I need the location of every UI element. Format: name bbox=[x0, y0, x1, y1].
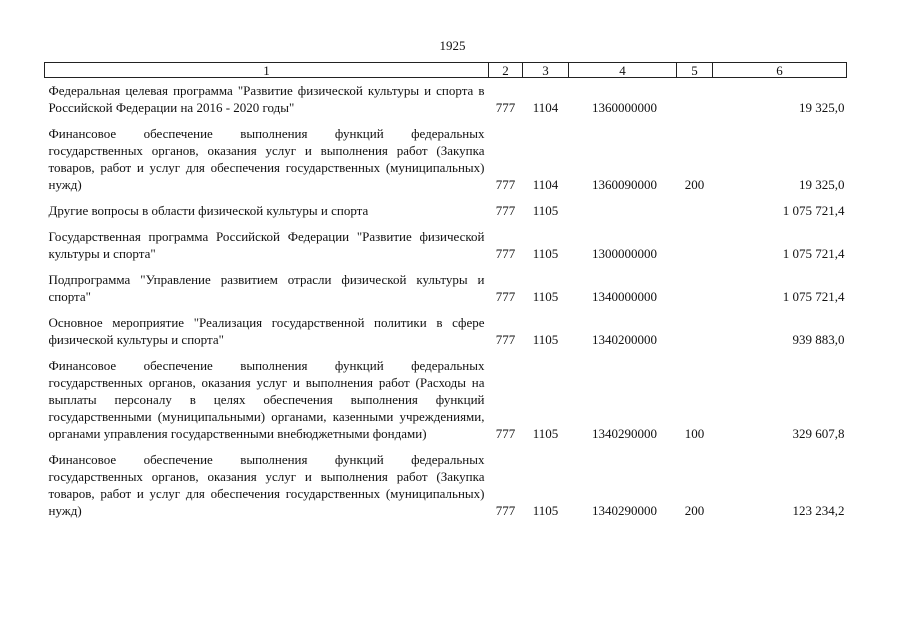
row-name: Финансовое обеспечение выполнения функций федеральных государственных органов, оказания услуг и выполнения работ (Закупка товаров, работ и услуг для обеспечения государственных (муниципальных) нужд) bbox=[48, 126, 485, 192]
row-target: 1340290000 bbox=[592, 426, 657, 441]
row-amount: 329 607,8 bbox=[792, 426, 845, 441]
page-number: 1925 bbox=[439, 38, 466, 53]
row-name: Федеральная целевая программа "Развитие физической культуры и спорта в Российской Федерации на 2016 - 2020 годы" bbox=[48, 83, 485, 115]
row-section: 1104 bbox=[532, 100, 559, 115]
row-expense-type bbox=[677, 193, 713, 219]
table-header bbox=[45, 63, 847, 78]
table-row bbox=[45, 193, 847, 219]
table-body bbox=[45, 78, 847, 520]
row-ministry: 777 bbox=[495, 426, 516, 441]
row-expense-type: 100 bbox=[684, 426, 705, 441]
row-target: 1300000000 bbox=[592, 246, 657, 261]
budget-table bbox=[44, 62, 847, 519]
row-name: Финансовое обеспечение выполнения функций федеральных государственных органов, оказания услуг и выполнения работ (Расходы на выплаты персоналу в целях обеспечения выполнения функций государственными (муниципальными) органами, казенными учреждениями, органами управления государственными внебюджетными фондами) bbox=[48, 358, 485, 441]
row-expense-type bbox=[677, 305, 713, 348]
column-header-amount: 6 bbox=[713, 63, 847, 78]
row-ministry: 777 bbox=[495, 100, 516, 115]
table-row bbox=[45, 442, 847, 519]
row-amount: 19 325,0 bbox=[799, 177, 845, 192]
row-section: 1105 bbox=[532, 332, 559, 347]
row-name: Основное мероприятие "Реализация государственной политики в сфере физической культуры и спорта" bbox=[48, 315, 485, 347]
row-amount: 1 075 721,4 bbox=[782, 289, 845, 304]
row-expense-type: 200 bbox=[684, 503, 705, 518]
table-row bbox=[45, 305, 847, 348]
row-name: Финансовое обеспечение выполнения функций федеральных государственных органов, оказания услуг и выполнения работ (Закупка товаров, работ и услуг для обеспечения государственных (муниципальных) нужд) bbox=[48, 452, 485, 518]
row-section: 1105 bbox=[532, 503, 559, 518]
row-target: 1360090000 bbox=[592, 177, 657, 192]
row-target: 1340290000 bbox=[592, 503, 657, 518]
row-expense-type bbox=[677, 262, 713, 305]
header-row bbox=[45, 63, 847, 78]
row-section: 1105 bbox=[532, 246, 559, 261]
table-row bbox=[45, 348, 847, 442]
row-expense-type bbox=[677, 219, 713, 262]
row-target: 1340200000 bbox=[592, 332, 657, 347]
row-ministry: 777 bbox=[495, 503, 516, 518]
row-name: Другие вопросы в области физической культуры и спорта bbox=[48, 203, 369, 218]
row-section: 1105 bbox=[532, 203, 559, 218]
row-amount: 19 325,0 bbox=[799, 100, 845, 115]
row-expense-type bbox=[677, 78, 713, 117]
row-target: 1340000000 bbox=[592, 289, 657, 304]
row-expense-type: 200 bbox=[684, 177, 705, 192]
row-amount: 939 883,0 bbox=[792, 332, 845, 347]
row-section: 1104 bbox=[532, 177, 559, 192]
table-row bbox=[45, 116, 847, 193]
row-amount: 1 075 721,4 bbox=[782, 246, 845, 261]
row-ministry: 777 bbox=[495, 246, 516, 261]
table-row bbox=[45, 219, 847, 262]
row-amount: 1 075 721,4 bbox=[782, 203, 845, 218]
column-header-target: 4 bbox=[569, 63, 677, 78]
row-ministry: 777 bbox=[495, 332, 516, 347]
row-target: 1360000000 bbox=[592, 100, 657, 115]
column-header-section: 3 bbox=[523, 63, 569, 78]
column-header-expense-type: 5 bbox=[677, 63, 713, 78]
row-ministry: 777 bbox=[495, 203, 516, 218]
row-name: Подпрограмма "Управление развитием отрасли физической культуры и спорта" bbox=[48, 272, 485, 304]
row-ministry: 777 bbox=[495, 289, 516, 304]
row-name: Государственная программа Российской Федерации "Развитие физической культуры и спорта" bbox=[48, 229, 485, 261]
row-section: 1105 bbox=[532, 289, 559, 304]
table-row bbox=[45, 78, 847, 117]
row-section: 1105 bbox=[532, 426, 559, 441]
column-header-ministry: 2 bbox=[489, 63, 523, 78]
row-target bbox=[569, 193, 677, 219]
row-ministry: 777 bbox=[495, 177, 516, 192]
table-row bbox=[45, 262, 847, 305]
column-header-name: 1 bbox=[45, 63, 489, 78]
row-amount: 123 234,2 bbox=[792, 503, 845, 518]
